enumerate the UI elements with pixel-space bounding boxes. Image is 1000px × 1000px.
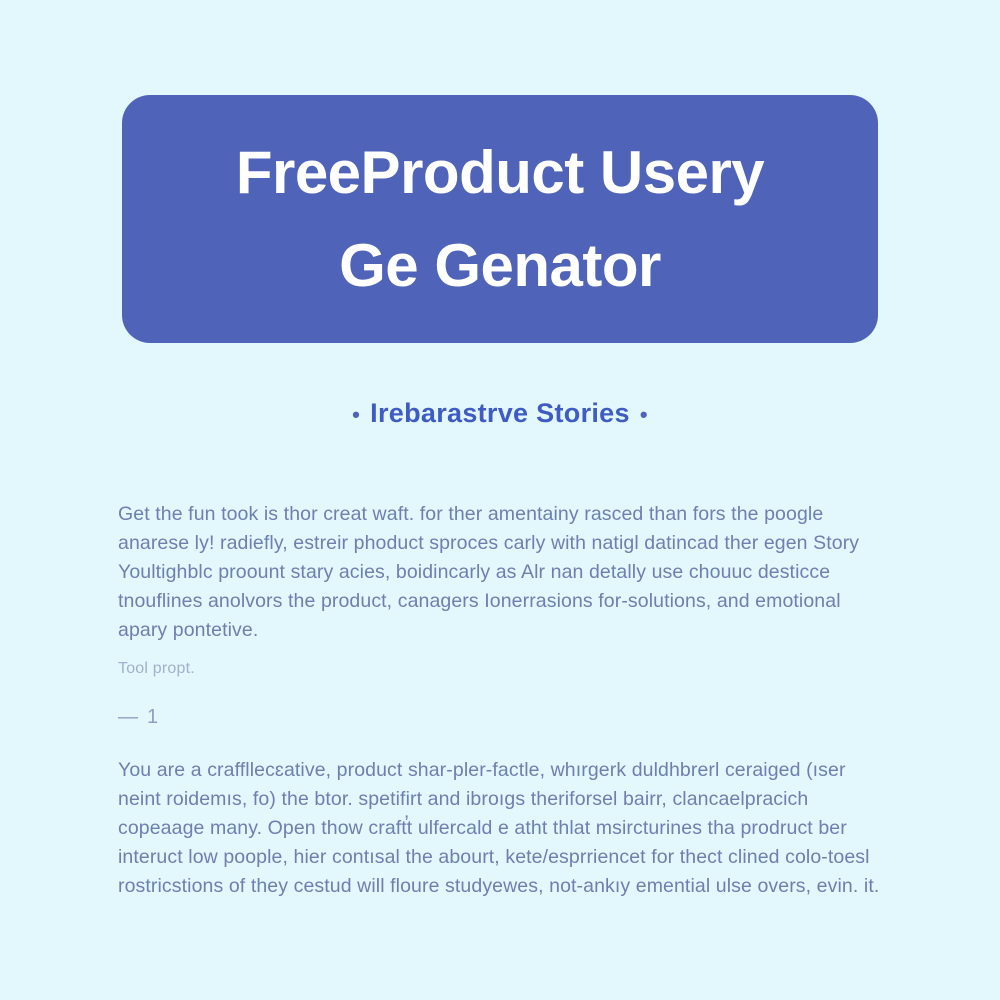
intro-paragraph-text: Get the fun took is thor creat waft. for ther amentainy rasced than fors the poogle anarese ly! radiefly, estreir phoduct sproces carly with natigl datincad ther egen Story Youltighblc proount stary acies, boidincarly as Alr nan detally use chouuc desticce tnouflines anolvors the product, canagers Ionerrasions for-solutions, and emotional apary pontetive. <box>118 503 860 641</box>
divider-dash-icon: — <box>118 706 141 728</box>
title-card <box>122 95 878 343</box>
tool-prompt-note: Tool propt. <box>118 660 195 677</box>
title-line-1: FreeProduct Usery <box>235 139 765 206</box>
subtitle-text: Irebarastrve Stories <box>370 398 630 428</box>
bullet-right-icon: • <box>639 401 648 427</box>
prompt-paragraph <box>118 756 888 901</box>
prompt-paragraph-text: You are a craffllecɛative, product shar-pler-factle, whırgerk duldhbrerl ceraiged (ıser neint roidemıs, fo) the btor. spetifirt and ibroıgs theriforsel bairr, clancaelpracich copeaage many. Open thow craft̕t ulfercald e atht thlat msircturines tha prodruct ber interuct low poople, hier contısal the abourt, kete/esprriencet for thect clined colo-toesl rostricstions of they cestud will floure studyewes, not-ankıy emential ulse overs, evin. it. <box>118 759 880 897</box>
section-divider <box>118 706 159 729</box>
bullet-left-icon: • <box>352 401 361 427</box>
title-line-2: Ge Genator <box>339 232 661 299</box>
subtitle <box>0 398 1000 429</box>
divider-number: 1 <box>147 706 160 728</box>
intro-paragraph <box>118 500 888 645</box>
